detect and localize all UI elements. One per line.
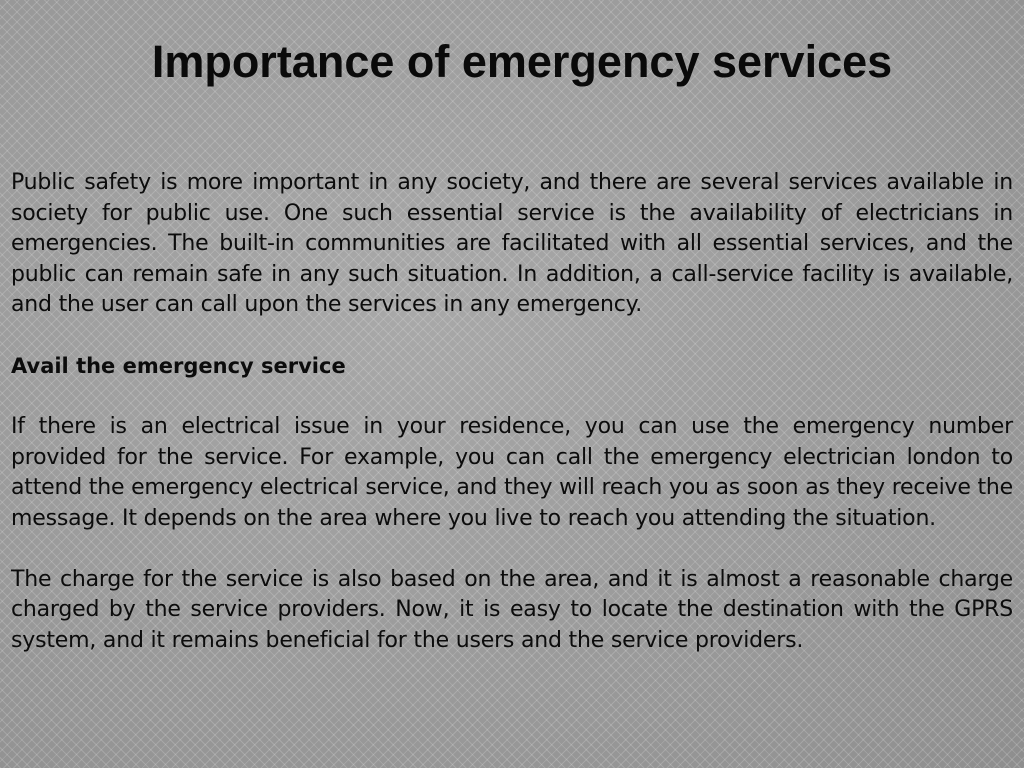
slide-body <box>11 168 1013 687</box>
paragraph-charge: The charge for the service is also based on the area, and it is almost a reasonable charge charged by the service providers. Now, it is easy to locate the destination with the GPRS system, and it remains beneficial for the users and the service providers. <box>11 566 1013 653</box>
paragraph-service: If there is an electrical issue in your residence, you can use the emergency number provided for the service. For example, you can call the emergency electrician london to attend the emergency electrical service, and they will reach you as soon as they receive the message. It depends on the area where you live to reach you attending the situation. <box>11 414 1013 531</box>
section-heading: Avail the emergency service <box>11 354 346 378</box>
paragraph-intro: Public safety is more important in any society, and there are several services available in society for public use. One such essential service is the availability of electricians in emergencies. The built-in communities are facilitated with all essential services, and the public can remain safe in any such situation. In addition, a call-service facility is available, and the user can call upon the services in any emergency. <box>11 170 1013 317</box>
slide-title: Importance of emergency services <box>151 36 893 87</box>
